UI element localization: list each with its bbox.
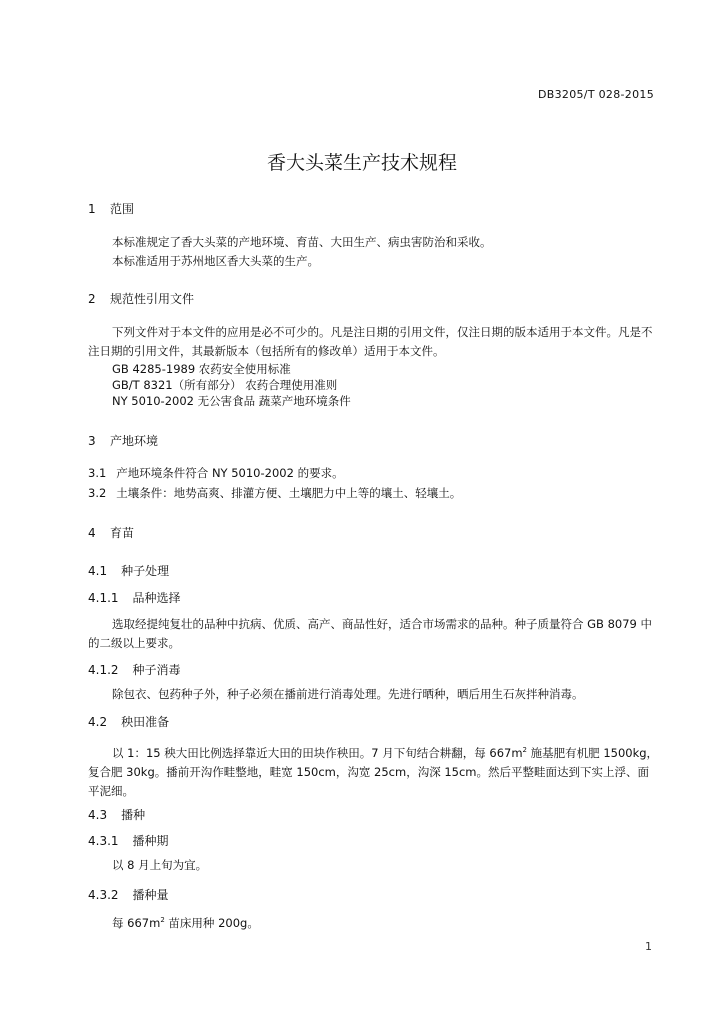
standard-code: DB3205/T 028-2015 xyxy=(538,88,654,101)
paragraph-text: 施基肥有机肥 1500kg，复合肥 30kg。播前开沟作畦整地，畦宽 150cm，沟宽 25cm，沟深 15cm。然后平整畦面达到下实上浮、面平泥细。 xyxy=(88,745,659,798)
subsection-heading xyxy=(88,806,145,823)
subsection-heading xyxy=(88,832,169,849)
paragraph: 本标准适用于苏州地区香大头菜的生产。 xyxy=(112,254,319,268)
clause-text: 产地环境条件符合 NY 5010-2002 的要求。 xyxy=(116,466,344,480)
subsection-heading xyxy=(88,713,169,730)
subsection-title: 品种选择 xyxy=(132,591,181,605)
clause xyxy=(88,464,660,483)
clause-number: 3.2 xyxy=(88,486,107,500)
page-number: 1 xyxy=(645,940,652,953)
paragraph-text: 每 667m xyxy=(112,915,161,930)
subsection-heading xyxy=(88,562,169,579)
subsection-number: 4.2 xyxy=(88,715,108,729)
section-number: 3 xyxy=(88,434,96,448)
paragraph: 下列文件对于本文件的应用是必不可少的。凡是注日期的引用文件，仅注日期的版本适用于本文件。凡是不注日期的引用文件，其最新版本（包括所有的修改单）适用于本文件。 xyxy=(88,325,653,358)
subsection-heading xyxy=(88,589,181,606)
section-title: 规范性引用文件 xyxy=(110,292,195,306)
subsection-heading xyxy=(88,661,181,678)
section-1-heading xyxy=(88,200,134,217)
section-4-heading xyxy=(88,524,134,541)
subsection-number: 4.1.1 xyxy=(88,591,119,605)
subsection-title: 播种 xyxy=(121,808,146,822)
subsection-number: 4.3 xyxy=(88,808,108,822)
subsection-title: 播种量 xyxy=(132,888,169,902)
paragraph-text: 苗床用种 200g。 xyxy=(164,915,259,930)
section-2-heading xyxy=(88,290,194,307)
clause-number: 3.1 xyxy=(88,466,107,480)
section-title: 产地环境 xyxy=(110,434,159,448)
reference-item: GB 4285-1989 农药安全使用标准 xyxy=(112,362,291,376)
subsection-title: 秧田准备 xyxy=(121,715,170,729)
subsection-title: 种子处理 xyxy=(121,564,170,578)
paragraph-text: 以 1：15 秧大田比例选择靠近大田的田块作秧田。7 月下旬结合耕翻，每 667m xyxy=(112,745,523,760)
section-number: 2 xyxy=(88,292,96,306)
section-number: 1 xyxy=(88,202,96,216)
section-title: 育苗 xyxy=(110,526,135,540)
clause xyxy=(88,484,660,503)
document-title: 香大头菜生产技术规程 xyxy=(266,152,457,174)
subsection-heading xyxy=(88,886,169,903)
paragraph xyxy=(88,911,660,933)
subsection-title: 播种期 xyxy=(132,834,169,848)
section-number: 4 xyxy=(88,526,96,540)
paragraph xyxy=(88,741,660,801)
superscript: 2 xyxy=(522,746,528,754)
subsection-number: 4.1 xyxy=(88,564,108,578)
paragraph: 选取经提纯复壮的品种中抗病、优质、高产、商品性好，适合市场需求的品种。种子质量符合 GB 8079 中的二级以上要求。 xyxy=(88,617,653,650)
subsection-number: 4.3.1 xyxy=(88,834,119,848)
subsection-number: 4.3.2 xyxy=(88,888,119,902)
paragraph: 本标准规定了香大头菜的产地环境、育苗、大田生产、病虫害防治和采收。 xyxy=(112,235,492,249)
reference-item: NY 5010-2002 无公害食品 蔬菜产地环境条件 xyxy=(112,394,351,408)
paragraph: 除包衣、包药种子外，种子必须在播前进行消毒处理。先进行晒种，晒后用生石灰拌种消毒。 xyxy=(112,687,584,701)
section-3-heading xyxy=(88,432,158,449)
section-title: 范围 xyxy=(110,202,135,216)
subsection-number: 4.1.2 xyxy=(88,663,119,677)
subsection-title: 种子消毒 xyxy=(132,663,181,677)
superscript: 2 xyxy=(160,916,165,924)
clause-text: 土壤条件：地势高爽、排灌方便、土壤肥力中上等的壤土、轻壤土。 xyxy=(116,486,462,500)
paragraph: 以 8 月上旬为宜。 xyxy=(112,858,208,872)
reference-item: GB/T 8321（所有部分） 农药合理使用准则 xyxy=(112,378,338,392)
